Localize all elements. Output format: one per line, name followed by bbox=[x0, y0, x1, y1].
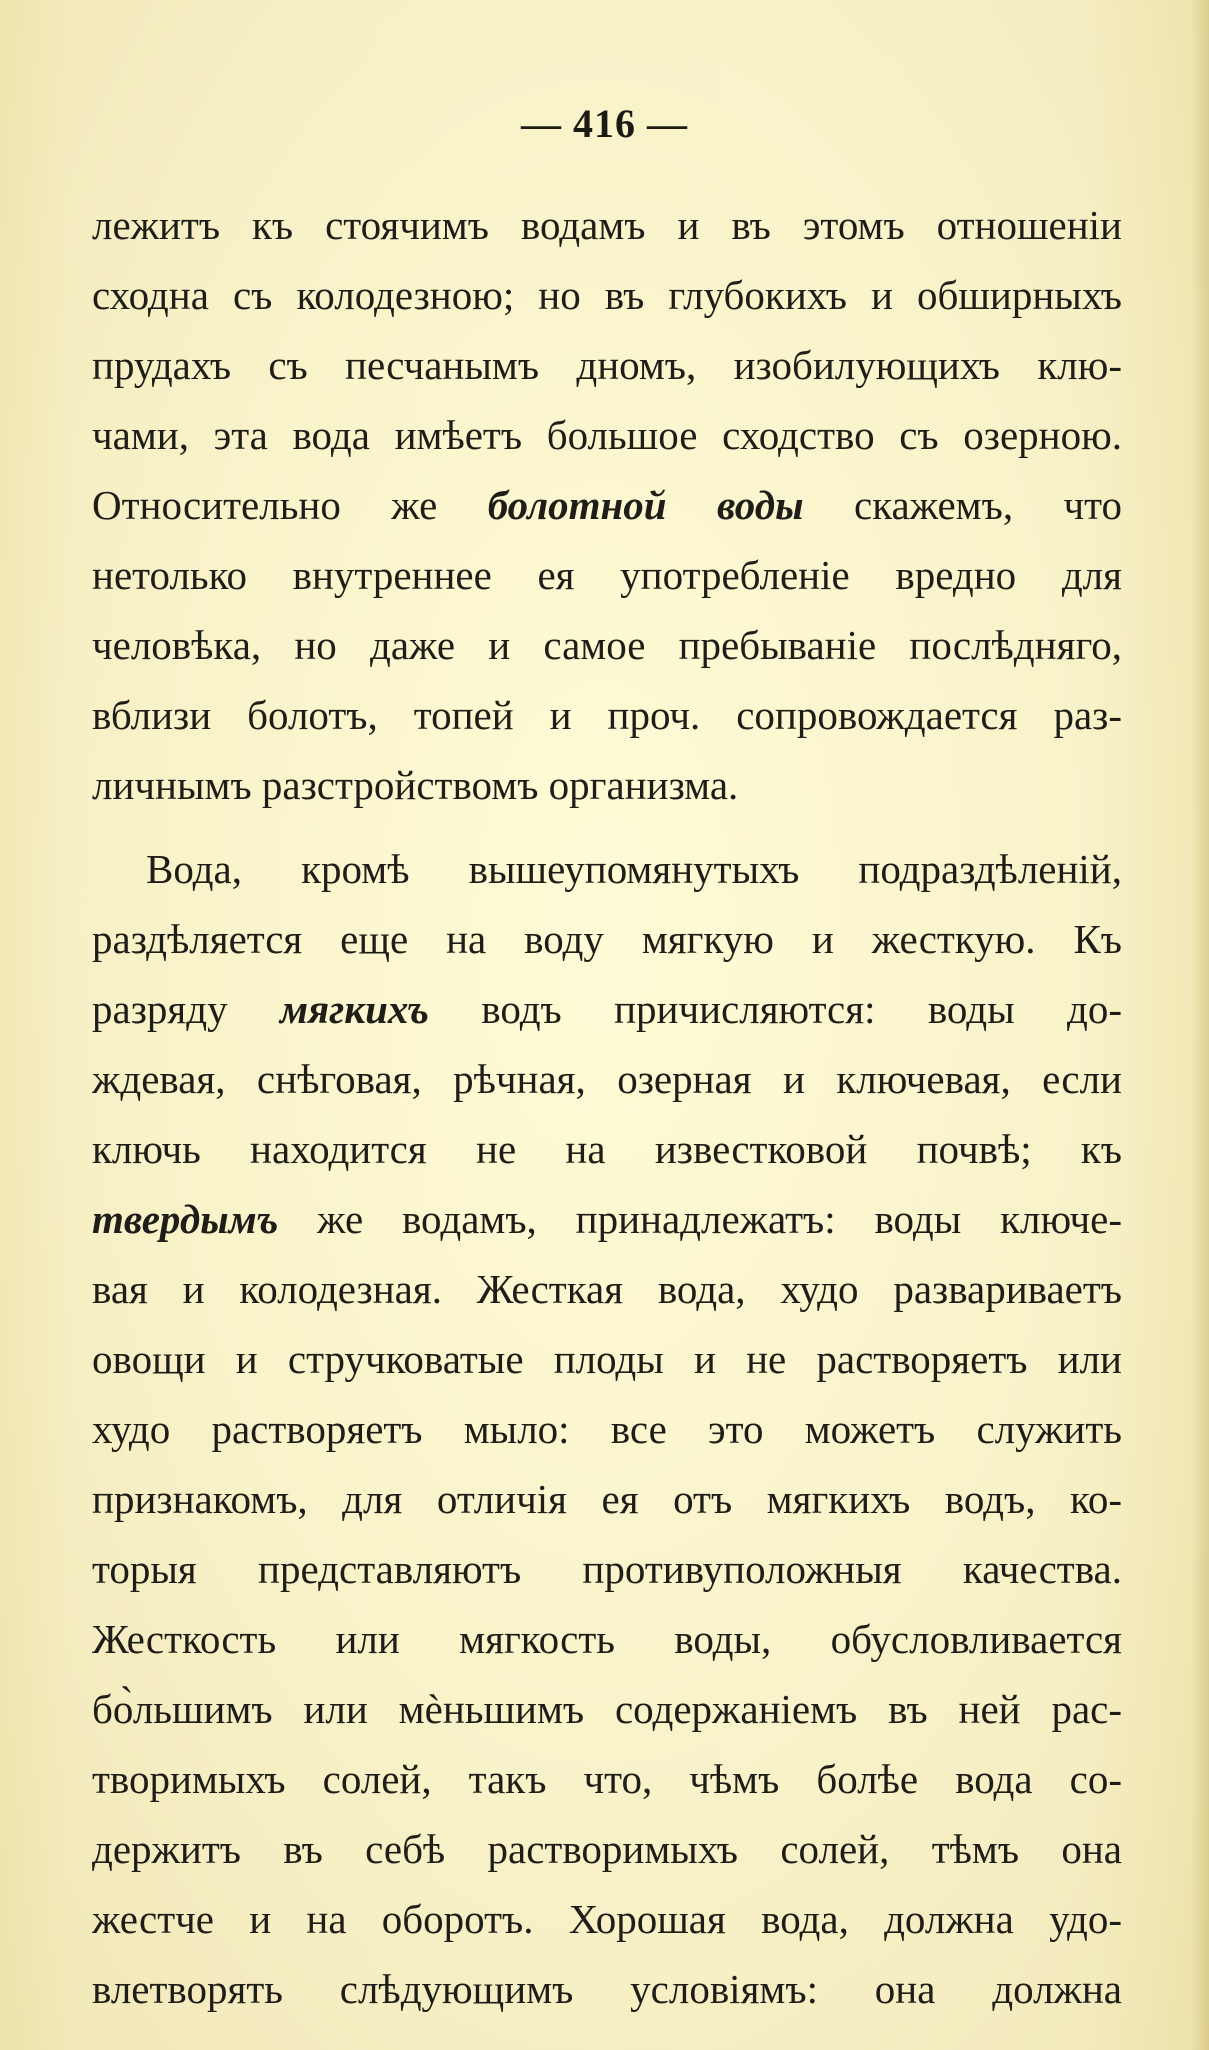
text-run: жестче и на оборотъ. Хорошая вода, должна удо- bbox=[92, 1896, 1122, 1942]
text-run: ключь находится не на известковой почвѣ; къ bbox=[92, 1126, 1122, 1172]
text-run: личнымъ разстройствомъ организма. bbox=[92, 762, 739, 808]
text-line bbox=[92, 330, 1122, 400]
text-run: человѣка, но даже и самое пребываніе послѣдняго, bbox=[92, 622, 1122, 668]
body-text bbox=[92, 190, 1122, 2024]
text-line bbox=[92, 1254, 1122, 1324]
paragraph bbox=[92, 190, 1122, 820]
text-run: овощи и стручковатые плоды и не растворяетъ или bbox=[92, 1336, 1122, 1382]
text-line bbox=[92, 904, 1122, 974]
text-line bbox=[92, 1114, 1122, 1184]
text-line bbox=[92, 540, 1122, 610]
text-run: вая и колодезная. Жесткая вода, худо развариваетъ bbox=[92, 1266, 1122, 1312]
text-line bbox=[92, 834, 1122, 904]
text-line bbox=[92, 1744, 1122, 1814]
text-run: влетворять слѣдующимъ условіямъ: она должна bbox=[92, 1966, 1122, 2012]
emphasized-term: болотной воды bbox=[487, 482, 804, 528]
text-run: раздѣляется еще на воду мягкую и жесткую. Къ bbox=[92, 916, 1122, 962]
emphasized-term: твердымъ bbox=[92, 1196, 279, 1242]
text-line bbox=[92, 750, 1122, 820]
emphasized-term: мягкихъ bbox=[279, 986, 429, 1032]
text-run: разряду bbox=[92, 986, 280, 1032]
text-line bbox=[92, 470, 1122, 540]
text-run: лежитъ къ стоячимъ водамъ и въ этомъ отношеніи bbox=[92, 202, 1122, 248]
text-run: ждевая, снѣговая, рѣчная, озерная и ключевая, если bbox=[92, 1056, 1122, 1102]
text-run: вблизи болотъ, топей и проч. сопровождается раз- bbox=[92, 692, 1122, 738]
text-line bbox=[92, 1884, 1122, 1954]
text-run: скажемъ, что bbox=[803, 482, 1122, 528]
text-line bbox=[92, 974, 1122, 1044]
text-run: же водамъ, принадлежатъ: воды ключе- bbox=[278, 1196, 1122, 1242]
text-line bbox=[92, 1814, 1122, 1884]
text-line bbox=[92, 1954, 1122, 2024]
page-edge bbox=[1191, 0, 1209, 2050]
text-run: держитъ въ себѣ растворимыхъ солей, тѣмъ она bbox=[92, 1826, 1122, 1872]
text-line bbox=[92, 1324, 1122, 1394]
page-number: — 416 — bbox=[521, 101, 688, 146]
text-run: прудахъ съ песчанымъ дномъ, изобилующихъ клю- bbox=[92, 342, 1122, 388]
text-line bbox=[92, 260, 1122, 330]
text-run: признакомъ, для отличія ея отъ мягкихъ водъ, ко- bbox=[92, 1476, 1122, 1522]
text-run: худо растворяетъ мыло: все это можетъ служить bbox=[92, 1406, 1122, 1452]
text-run: Относительно же bbox=[92, 482, 488, 528]
text-line bbox=[92, 1534, 1122, 1604]
text-line bbox=[92, 680, 1122, 750]
text-line bbox=[92, 610, 1122, 680]
text-run: нетолько внутреннее ея употребленіе вредно для bbox=[92, 552, 1122, 598]
text-run: торыя представляютъ противуположныя качества. bbox=[92, 1546, 1122, 1592]
text-line bbox=[92, 1044, 1122, 1114]
text-line bbox=[92, 190, 1122, 260]
text-line bbox=[92, 1184, 1122, 1254]
text-line bbox=[92, 1604, 1122, 1674]
text-run: Вода, кромѣ вышеупомянутыхъ подраздѣленій, bbox=[146, 846, 1122, 892]
text-line bbox=[92, 1464, 1122, 1534]
text-run: сходна съ колодезною; но въ глубокихъ и обширныхъ bbox=[92, 272, 1122, 318]
text-run: бо̀льшимъ или мѐньшимъ содержаніемъ въ ней рас- bbox=[92, 1686, 1122, 1732]
text-run: Жесткость или мягкость воды, обусловливается bbox=[92, 1616, 1122, 1662]
paragraph-gap bbox=[92, 820, 1122, 834]
text-run: водъ причисляются: воды до- bbox=[428, 986, 1122, 1032]
text-run: чами, эта вода имѣетъ большое сходство съ озерною. bbox=[92, 412, 1122, 458]
paragraph bbox=[92, 834, 1122, 2024]
text-line bbox=[92, 1674, 1122, 1744]
text-run: творимыхъ солей, такъ что, чѣмъ болѣе вода со- bbox=[92, 1756, 1122, 1802]
text-line bbox=[92, 400, 1122, 470]
text-line bbox=[92, 1394, 1122, 1464]
